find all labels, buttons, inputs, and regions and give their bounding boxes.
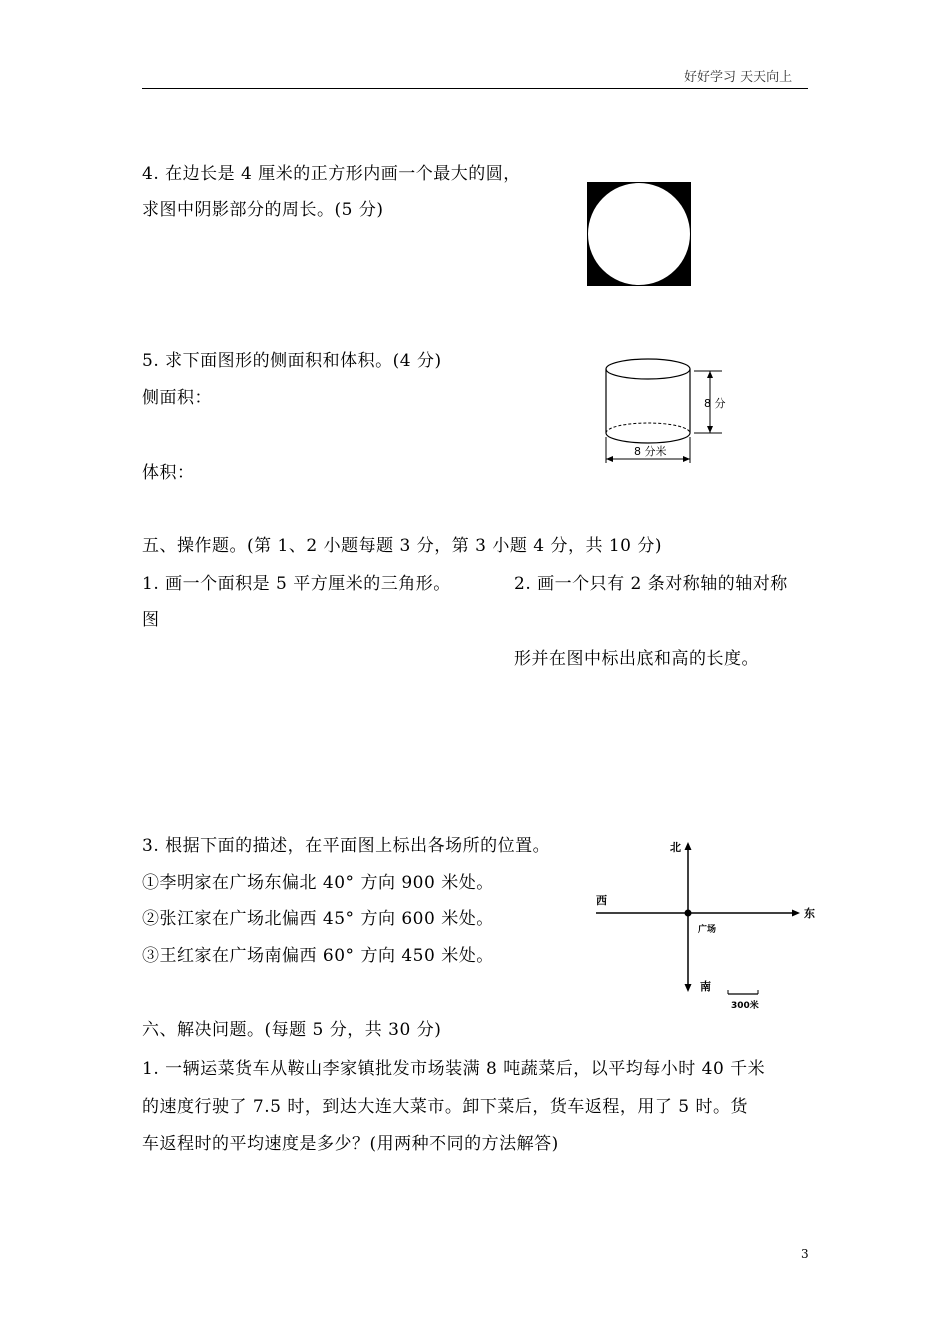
west-label: 西 xyxy=(596,894,607,907)
south-arrow xyxy=(685,984,692,992)
header-rule xyxy=(142,88,808,89)
square-circle-figure xyxy=(585,180,695,288)
section6-q1-line3: 车返程时的平均速度是多少？(用两种不同的方法解答) xyxy=(142,1134,559,1154)
inscribed-circle xyxy=(588,183,690,285)
cylinder-bottom-back xyxy=(606,423,690,433)
q5-title: 5. 求下面图形的侧面积和体积。(4 分) xyxy=(142,351,442,371)
south-label: 南 xyxy=(700,980,711,993)
scale-label: 300米 xyxy=(731,1001,759,1011)
q5-lateral-label: 侧面积： xyxy=(142,388,212,408)
section5-item2-a: 2. 画一个只有 2 条对称轴的轴对称 xyxy=(514,574,788,594)
location-desc-1: ①李明家在广场东偏北 40° 方向 900 米处。 xyxy=(142,873,494,893)
page-number: 3 xyxy=(801,1247,809,1261)
cylinder-top xyxy=(606,359,690,379)
section5-item2-b: 图 xyxy=(142,610,160,630)
page-header: 好好学习 天天向上 xyxy=(684,70,793,85)
q5-volume-label: 体积： xyxy=(142,463,195,483)
section6-q1-line1: 1. 一辆运菜货车从鞍山李家镇批发市场装满 8 吨蔬菜后，以平均每小时 40 千米 xyxy=(142,1059,766,1079)
north-arrow xyxy=(685,842,692,850)
plaza-label: 广场 xyxy=(698,925,717,935)
height-label: 8 分 xyxy=(704,397,726,410)
section5-item1: 1. 画一个面积是 5 平方厘米的三角形。 xyxy=(142,574,451,594)
diameter-label: 8 分米 xyxy=(634,445,667,458)
plaza-point xyxy=(685,910,692,917)
section5-item3: 3. 根据下面的描述，在平面图上标出各场所的位置。 xyxy=(142,836,551,856)
compass-map xyxy=(588,836,818,1016)
north-label: 北 xyxy=(670,841,681,854)
section6-title: 六、解决问题。(每题 5 分，共 30 分) xyxy=(142,1020,442,1040)
q4-line2: 求图中阴影部分的周长。(5 分) xyxy=(142,200,384,220)
east-arrow xyxy=(792,910,800,917)
location-desc-3: ③王红家在广场南偏西 60° 方向 450 米处。 xyxy=(142,946,494,966)
section5-item2-c: 形并在图中标出底和高的长度。 xyxy=(514,649,759,669)
cylinder-bottom-front xyxy=(606,433,690,443)
section6-q1-line2: 的速度行驶了 7.5 时，到达大连大菜市。卸下菜后，货车返程，用了 5 时。货 xyxy=(142,1097,748,1117)
q4-line1: 4. 在边长是 4 厘米的正方形内画一个最大的圆， xyxy=(142,164,521,184)
cylinder-figure xyxy=(600,355,730,467)
section5-title: 五、操作题。(第 1、2 小题每题 3 分，第 3 小题 4 分，共 10 分) xyxy=(142,536,663,556)
east-label: 东 xyxy=(804,907,815,920)
location-desc-2: ②张江家在广场北偏西 45° 方向 600 米处。 xyxy=(142,909,494,929)
